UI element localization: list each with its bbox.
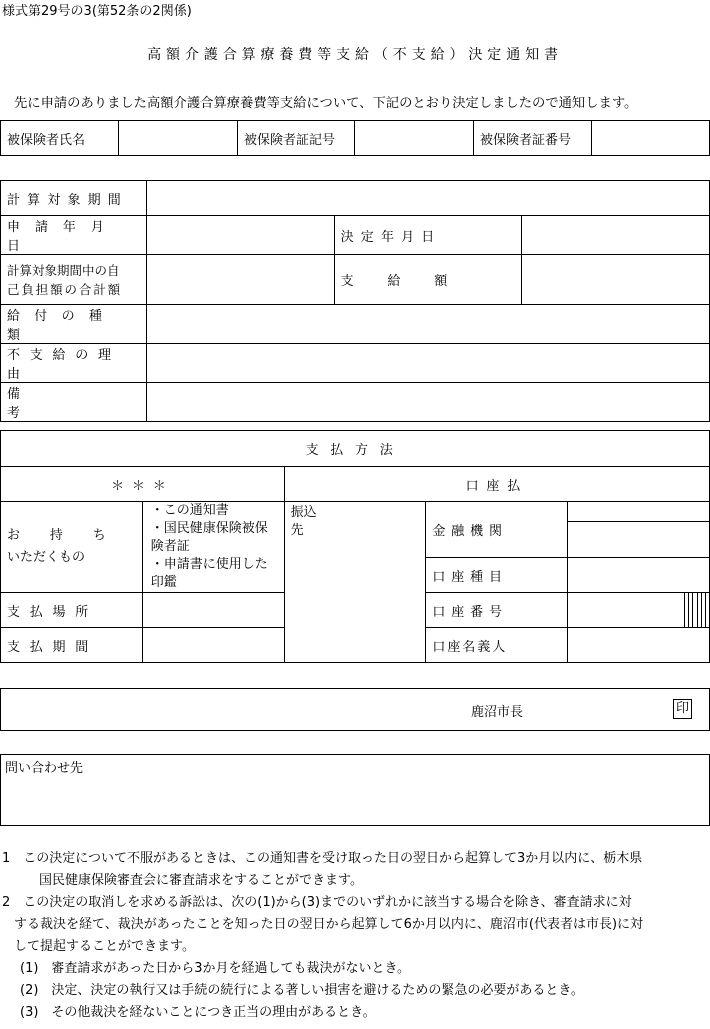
reason-label: 不支給の理由 [1, 344, 147, 383]
insured-name-label: 被保険者氏名 [1, 121, 119, 156]
note-line: (1) 審査請求があった日から3か月を経過しても裁決がないとき。 [20, 961, 411, 976]
remarks-label: 備考 [1, 383, 147, 422]
period-field[interactable] [147, 181, 710, 216]
remarks-field[interactable] [147, 383, 710, 422]
acct-name-field[interactable] [568, 628, 710, 663]
reason-field[interactable] [147, 344, 710, 383]
amount-label: 支給額 [334, 255, 522, 305]
intro-text: 先に申請のありました高額介護合算療養費等支給について、下記のとおり決定しましたので通知します。 [14, 96, 638, 111]
acct-no-label: 口座番号 [426, 593, 568, 628]
bring-item-2: ・国民健康保険被保険者証 [150, 521, 268, 554]
bank-label: 金融機関 [426, 502, 568, 558]
note-line: 国民健康保険審査会に審査請求をすることができます。 [39, 873, 363, 888]
place-label: 支払場所 [1, 593, 143, 628]
contact-box [0, 754, 710, 826]
burden-label-line1: 計算対象期間中の自 [7, 262, 120, 278]
apply-date-field[interactable] [147, 216, 335, 255]
form-id: 様式第29号の3(第52条の2関係) [2, 4, 192, 19]
note-line: する裁決を経て、裁決があったことを知った日の翌日から起算して6か月以内に、鹿沼市(代表者は市長)に対 [14, 917, 644, 932]
note-line: して提起することができます。 [14, 939, 195, 954]
benefit-type-label: 給付の種類 [1, 305, 147, 344]
pay-period-field[interactable] [142, 628, 284, 663]
insured-number-label: 被保険者証番号 [474, 121, 592, 156]
note-line: 1 この決定について不服があるときは、この通知書を受け取った日の翌日から起算して3か月以内に、栃木県 [2, 851, 643, 866]
bring-label-line2: いただくもの [7, 550, 86, 565]
seal-mark: 印 [673, 699, 692, 719]
mayor-box [0, 688, 710, 731]
note-line: (2) 決定、決定の執行又は手続の続行による著しい損害を避けるための緊急の必要があるとき。 [20, 983, 584, 998]
insured-symbol-field[interactable] [355, 121, 474, 156]
decision-table [0, 180, 710, 422]
benefit-type-field[interactable] [147, 305, 710, 344]
bank-field-2[interactable] [568, 522, 710, 558]
place-field[interactable] [142, 593, 284, 628]
amount-field[interactable] [522, 255, 710, 305]
insured-name-field[interactable] [119, 121, 238, 156]
bring-item-3: ・申請書に使用した印鑑 [150, 557, 268, 590]
payment-header: 支払方法 [1, 431, 710, 467]
burden-field[interactable] [147, 255, 335, 305]
transfer-label-text: 振込先 [290, 505, 317, 538]
note-line: 2 この決定の取消しを求める訴訟は、次の(1)から(3)までのいずれかに該当する場合を除き、審査請求に対 [2, 895, 632, 910]
page-title: 高額介護合算療養費等支給（不支給）決定通知書 [147, 47, 563, 63]
bank-field-1[interactable] [568, 502, 710, 522]
decide-date-label: 決定年月日 [334, 216, 522, 255]
transfer-label [284, 502, 426, 663]
contact-label: 問い合わせ先 [5, 761, 84, 776]
acct-type-field[interactable] [568, 558, 710, 593]
decide-date-field[interactable] [522, 216, 710, 255]
insured-table [0, 120, 710, 156]
pay-period-label: 支払期間 [1, 628, 143, 663]
payment-left-header: ＊＊＊ [1, 467, 285, 502]
burden-label-line2: 己負担額の合計額 [7, 281, 123, 297]
mayor-label: 鹿沼市長 [471, 705, 524, 720]
payment-table [0, 430, 710, 663]
notes [2, 848, 710, 1024]
note-line: (3) その他裁決を経ないことにつき正当の理由があるとき。 [20, 1005, 376, 1020]
bring-items [142, 502, 284, 593]
bring-item-1: ・この通知書 [150, 503, 229, 518]
insured-symbol-label: 被保険者証記号 [238, 121, 355, 156]
acct-type-label: 口座種目 [426, 558, 568, 593]
acct-name-label: 口座名義人 [426, 628, 568, 663]
bring-label [1, 502, 143, 593]
payment-right-header: 口座払 [284, 467, 709, 502]
burden-label [1, 255, 147, 305]
bring-label-line1: お持ち [7, 528, 136, 543]
acct-no-field[interactable] [568, 593, 710, 628]
period-label: 計算対象期間 [1, 181, 147, 216]
apply-date-label: 申請年月日 [1, 216, 147, 255]
insured-number-field[interactable] [592, 121, 710, 156]
